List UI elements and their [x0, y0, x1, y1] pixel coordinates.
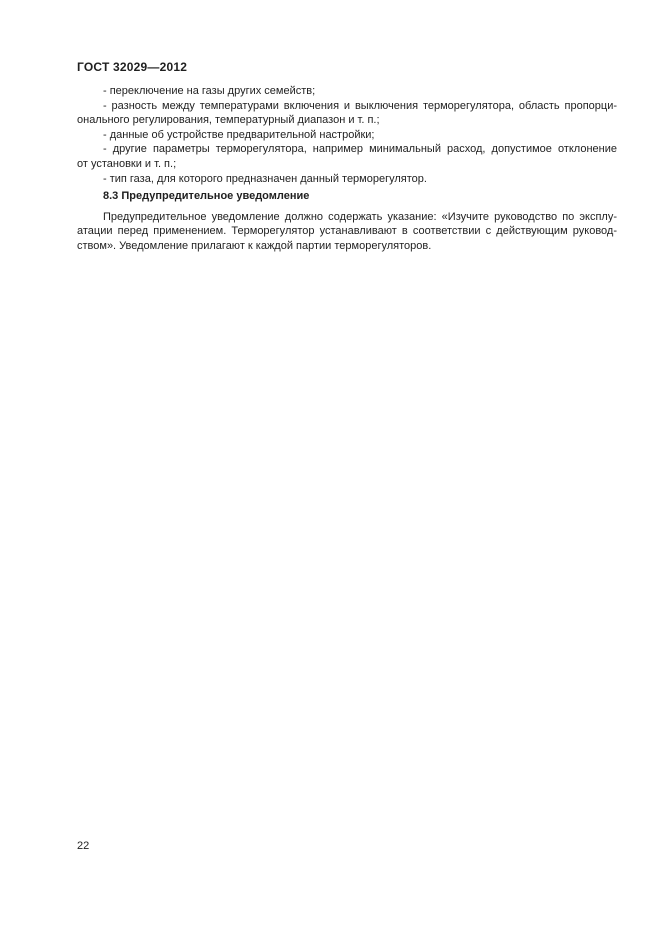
document-body [77, 84, 617, 254]
list-line-6: от установки и т. п.; [77, 157, 177, 170]
paragraph-line-3: ством». Уведомление прилагают к каждой партии терморегуляторов. [77, 239, 432, 252]
list-line-3: онального регулирования, температурный диапазон и т. п.; [77, 114, 380, 127]
list-line-2: - разность между температурами включения и выключения терморегулятора, область пропорци- [103, 99, 617, 112]
list-line-1: - переключение на газы других семейств; [103, 85, 316, 97]
document-header-title: ГОСТ 32029—2012 [77, 60, 188, 74]
list-line-4: - данные об устройстве предварительной настройки; [103, 128, 375, 141]
list-line-7: - тип газа, для которого предназначен данный терморегулятор. [103, 172, 427, 185]
paragraph-line-2: атации перед применением. Терморегулятор устанавливают в соответствии с действующим руковод- [77, 225, 617, 238]
page-number: 22 [77, 840, 90, 852]
section-heading: 8.3 Предупредительное уведомление [103, 190, 310, 203]
paragraph-line-1: Предупредительное уведомление должно содержать указание: «Изучите руководство по эксплу- [103, 210, 617, 223]
list-line-5: - другие параметры терморегулятора, например минимальный расход, допустимое отклонение [103, 143, 617, 156]
